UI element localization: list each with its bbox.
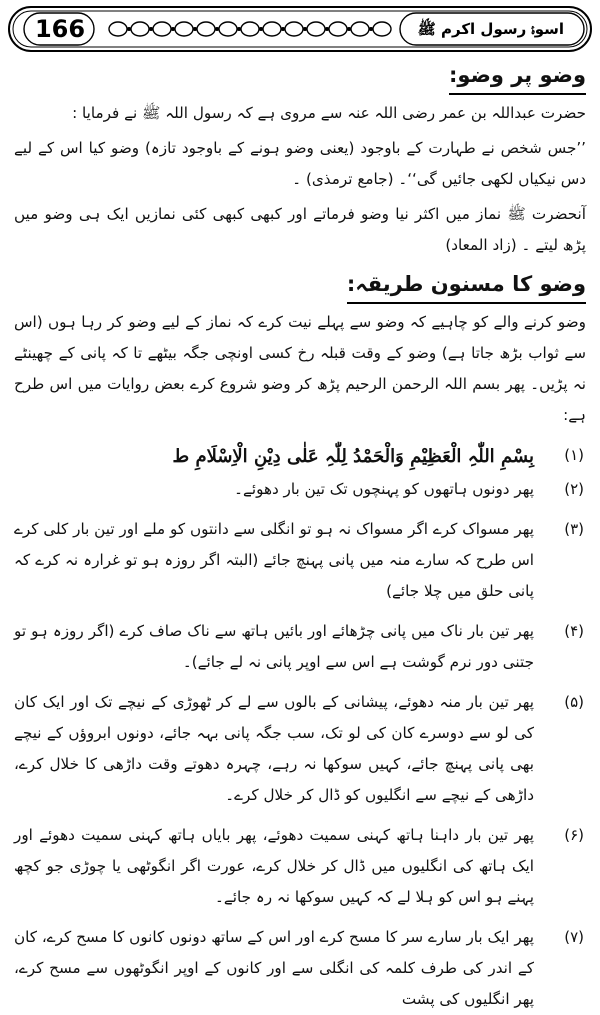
- hadith-quote: ’’جس شخص نے طہارت کے باوجود (یعنی وضو ہونے کے باوجود تازہ) وضو کیا اس کے لیے دس نیکیاں لکھی جائیں گی‘‘۔ (جامع ترمذی) ۔: [14, 139, 586, 188]
- list-item: [14, 922, 586, 1015]
- item-text: پھر تین بار منہ دھوئے، پیشانی کے بالوں سے لے کر ٹھوڑی کے نیچے تک اور ایک کان کی لو سے دوسرے کان کی لو تک، سب جگہ پانی بہہ جائے، دونوں ابروؤں کے نیچے بھی پانی پہنچ جائے، کہیں سوکھا نہ رہے، چہرہ دھوتے وقت داڑھی کا خلال کرے، داڑھی کے نیچے سے انگلیوں کو ڈال کر خلال کرے۔: [14, 693, 534, 804]
- item-text: پھر مسواک کرے اگر مسواک نہ ہو تو انگلی سے دانتوں کو ملے اور تین بار کلی کرے اس طرح کہ سارے منہ میں پانی پہنچ جائے (البتہ اگر روزہ ہو تو غرارہ نہ کرے کہ پانی حلق میں چلا جائے): [14, 520, 534, 600]
- page-body: [14, 58, 586, 1015]
- item-number: (۳): [564, 520, 584, 538]
- item-number: (۱): [564, 446, 584, 464]
- item-number: (۲): [564, 480, 584, 498]
- list-item: [14, 616, 586, 678]
- arabic-invocation: بِسْمِ اللّٰہِ الْعَظِیْمِ وَالْحَمْدُ لِلّٰہِ عَلٰی دِیْنِ الْاِسْلَامِ ط: [172, 446, 534, 467]
- section-heading-wudu-upon-wudu: وضو پر وضو:: [449, 58, 586, 95]
- list-item: [14, 474, 586, 505]
- item-text: پھر دونوں ہاتھوں کو پہنچوں تک تین بار دھوئے۔: [234, 480, 534, 498]
- item-text: پھر تین بار ناک میں پانی چڑھائے اور بائیں ہاتھ سے ناک صاف کرے (اگر روزہ ہو تو جتنی دور نرم گوشت ہے اس سے اوپر پانی نہ لے جائے)۔: [14, 622, 534, 671]
- item-text: پھر تین بار داہنا ہاتھ کہنی سمیت دھوئے، پھر بایاں ہاتھ کہنی سمیت دھوئے اور ایک ہاتھ کی انگلیوں میں ڈال کر خلال کرے، عورت اگر انگوٹھی یا چوڑی جو کچھ پہنے ہو اس کو ہلا لے کہ کہیں سوکھا نہ رہ جائے۔: [14, 826, 534, 906]
- paragraph: آنحضرت ﷺ نماز میں اکثر نیا وضو فرماتے اور کبھی کبھی کئی نمازیں ایک ہی وضو میں پڑھ لیتے ۔ (زاد المعاد): [14, 205, 586, 254]
- list-item: [14, 514, 586, 607]
- page-number: 166: [34, 15, 86, 43]
- section-heading-row: [14, 58, 586, 98]
- book-title: اسوۂ رسول اکرم ﷺ: [417, 20, 564, 38]
- list-item: [14, 687, 586, 811]
- list-item: [14, 440, 586, 474]
- section-heading-wudu-method: وضو کا مسنون طریقہ:: [347, 267, 586, 304]
- item-text: پھر ایک بار سارے سر کا مسح کرے اور اس کے ساتھ دونوں کانوں کا مسح کرے، کان کے اندر کی طرف کلمہ کی انگلی سے اور کانوں کے اوپر انگوٹھوں سے مسح کرے، پھر انگلیوں کی پشت: [14, 928, 534, 1008]
- item-number: (۶): [564, 826, 584, 844]
- item-number: (۵): [564, 693, 584, 711]
- page-header: [8, 6, 592, 52]
- intro-paragraph: وضو کرنے والے کو چاہیے کہ وضو سے پہلے نیت کرے کہ نماز کے لیے وضو کر رہا ہوں (اس سے ثواب بڑھ جاتا ہے) وضو کے وقت قبلہ رخ کسی اونچی جگہ بیٹھے تا کہ پانی کے چھینٹے نہ پڑیں۔ پھر بسم اللہ الرحمن الرحیم پڑھ کر وضو شروع کرے بعض روایات میں اس طرح ہے:: [14, 313, 586, 424]
- item-number: (۴): [564, 622, 584, 640]
- paragraph: حضرت عبداللہ بن عمر رضی اللہ عنہ سے مروی ہے کہ رسول اللہ ﷺ نے فرمایا :: [72, 104, 586, 122]
- section-heading-row: [14, 267, 586, 307]
- item-number: (۷): [564, 928, 584, 946]
- list-item: [14, 820, 586, 913]
